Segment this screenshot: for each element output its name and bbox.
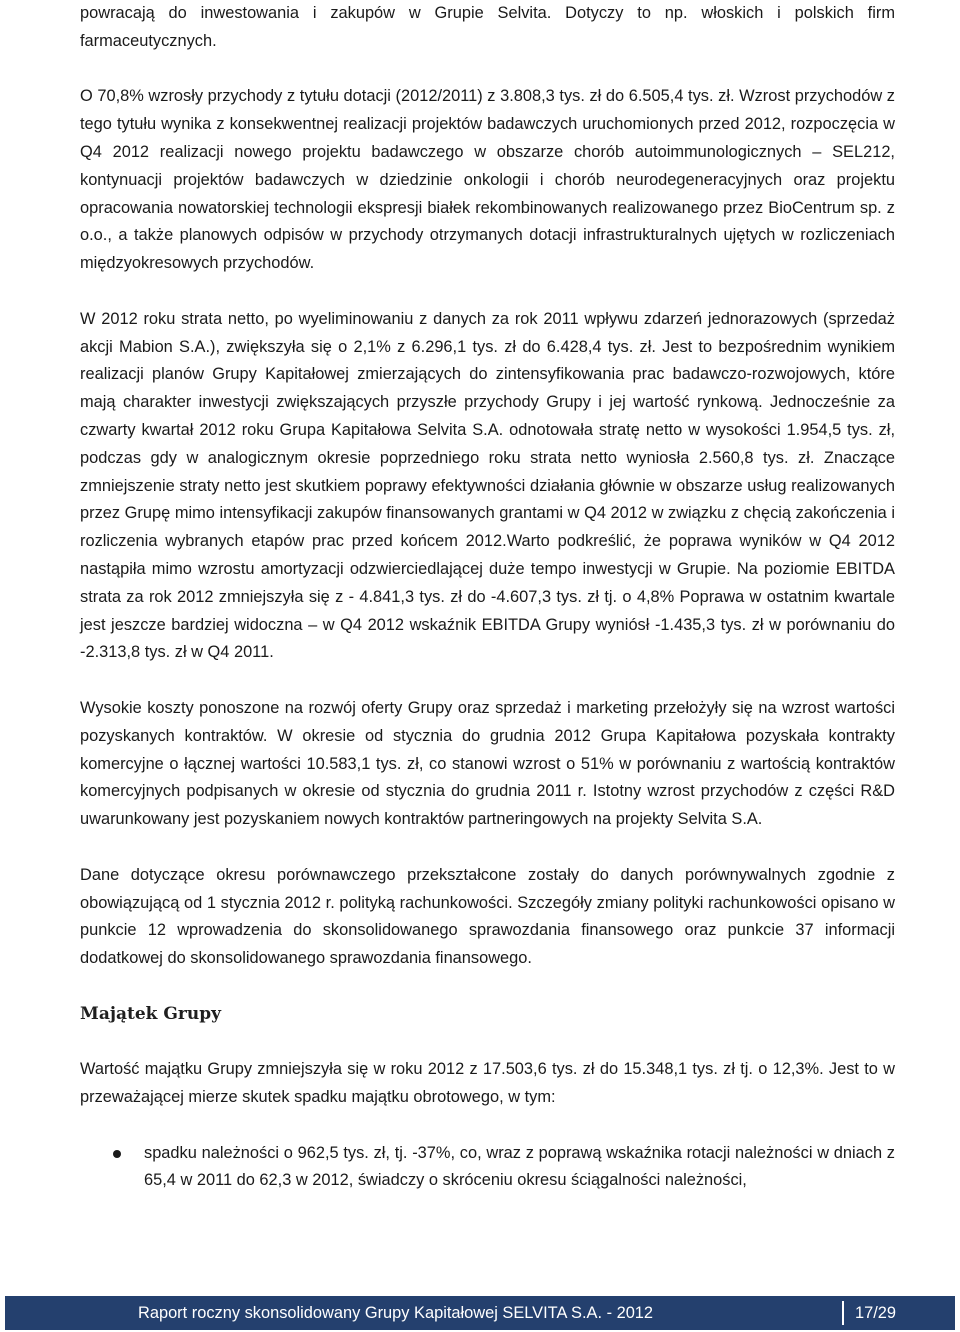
bullet-icon bbox=[113, 1150, 121, 1158]
paragraph-net-loss: W 2012 roku strata netto, po wyeliminowaniu z danych za rok 2011 wpływu zdarzeń jednorazowych (sprzedaż akcji Mabion S.A.), zwiększyła się o 2,1% z 6.296,1 tys. zł do 6.428,4 tys. zł. Jest to bezpośrednim wynikiem realizacji planów Grupy Kapitałowej zmierzających do zintensyfikowania prac badawczo-rozwojowych, które mają charakter inwestycji zwiększających przyszłe przychody Grupy i jej wartość rynkową. Jednocześnie za czwarty kwartał 2012 roku Grupa Kapitałowa Selvita S.A. odnotowała stratę netto w wysokości 1.954,5 tys. zł, podczas gdy w analogicznym okresie poprzedniego roku strata netto wyniosła 2.560,8 tys. zł. Znaczące zmniejszenie straty netto jest skutkiem poprawy efektywności działania głównie w obszarze usług realizowanych przez Grupę mimo intensyfikacji zakupów finansowanych grantami w Q4 2012 w związku z chęcią zakończenia i rozliczenia wybranych etapów prac przed końcem 2012.Warto podkreślić, że poprawa wyników w Q4 2012 nastąpiła mimo wzrostu amortyzacji odzwierciedlającej duże tempo inwestycji w Grupie. Na poziomie EBITDA strata za rok 2012 zmniejszyła się z - 4.841,3 tys. zł do -4.607,3 tys. zł tj. o 4,8% Poprawa w ostatnim kwartale jest jeszcze bardziej widoczna – w Q4 2012 wskaźnik EBITDA Grupy wyniósł -1.435,3 tys. zł w porównaniu do -2.313,8 tys. zł w Q4 2011. bbox=[80, 309, 895, 662]
paragraph-gap bbox=[80, 1112, 895, 1140]
document-body bbox=[80, 0, 895, 1195]
paragraph-comparative-period: Dane dotyczące okresu porównawczego przekształcone zostały do danych porównywalnych zgodnie z obowiązującą od 1 stycznia 2012 r. polityką rachunkowości. Szczegóły zmiany polityki rachunkowości opisano w punkcie 12 wprowadzenia do skonsolidowanego sprawozdania finansowego oraz punkcie 37 informacji dodatkowej do skonsolidowanego sprawozdania finansowego. bbox=[80, 865, 895, 968]
list-item bbox=[80, 1140, 895, 1196]
paragraph-gap bbox=[80, 56, 895, 84]
paragraph-gap bbox=[80, 973, 895, 1001]
paragraph-contracts: Wysokie koszty ponoszone na rozwój oferty Grupy oraz sprzedaż i marketing przełożyły się na wzrost wartości pozyskanych kontraktów. W okresie od stycznia do grudnia 2012 Grupa Kapitałowa pozyskała kontrakty komercyjne o łącznej wartości 10.583,1 tys. zł, co stanowi wzrost o 51% w porównaniu z wartością kontraktów komercyjnych podpisanych w okresie od stycznia do grudnia 2011 r. Istotny wzrost przychodów z części R&D uwarunkowany jest pozyskaniem nowych kontraktów partneringowych na projekty Selvita S.A. bbox=[80, 698, 895, 829]
paragraph-assets: Wartość majątku Grupy zmniejszyła się w roku 2012 z 17.503,6 tys. zł do 15.348,1 tys. zł tj. o 12,3%. Jest to w przeważającej mierze skutek spadku majątku obrotowego, w tym: bbox=[80, 1060, 895, 1107]
paragraph-gap bbox=[80, 834, 895, 862]
paragraph-intro: powracają do inwestowania i zakupów w Grupie Selvita. Dotyczy to np. włoskich i polskich firm farmaceutycznych. bbox=[80, 4, 895, 50]
footer-report-title: Raport roczny skonsolidowany Grupy Kapitałowej SELVITA S.A. - 2012 bbox=[138, 1303, 654, 1322]
page-number: 17/29 bbox=[855, 1303, 897, 1322]
paragraph-gap bbox=[80, 278, 895, 306]
paragraph-gap bbox=[80, 667, 895, 695]
bullet-list bbox=[80, 1140, 895, 1196]
paragraph-grant-revenue: O 70,8% wzrosły przychody z tytułu dotacji (2012/2011) z 3.808,3 tys. zł do 6.505,4 tys. zł. Wzrost przychodów z tego tytułu wynika z konsekwentnej realizacji projektów badawczych uruchomionych przed 2012, rozpoczęcia w Q4 2012 realizacji nowego projektu badawczego w obszarze chorób autoimmunologicznych – SEL212, kontynuacji projektów badawczych w dziedzinie onkologii i chorób neurodegeneracyjnych oraz projektu opracowania nowatorskiej technologii ekspresji białek rekombinowanych realizowanego przez BioCentrum sp. z o.o., a także planowych odpisów w przychody otrzymanych dotacji infrastrukturalnych ujętych w rozliczeniach międzyokresowych przychodów. bbox=[80, 87, 895, 273]
list-item-text: spadku należności o 962,5 tys. zł, tj. -37%, co, wraz z poprawą wskaźnika rotacji należności w dniach z 65,4 w 2011 do 62,3 w 2012, świadczy o skróceniu okresu ściągalności należności, bbox=[144, 1143, 895, 1190]
footer-divider bbox=[842, 1301, 844, 1325]
paragraph-gap bbox=[80, 1028, 895, 1056]
page-footer bbox=[5, 1296, 955, 1330]
section-heading-assets: Majątek Grupy bbox=[80, 1003, 221, 1024]
